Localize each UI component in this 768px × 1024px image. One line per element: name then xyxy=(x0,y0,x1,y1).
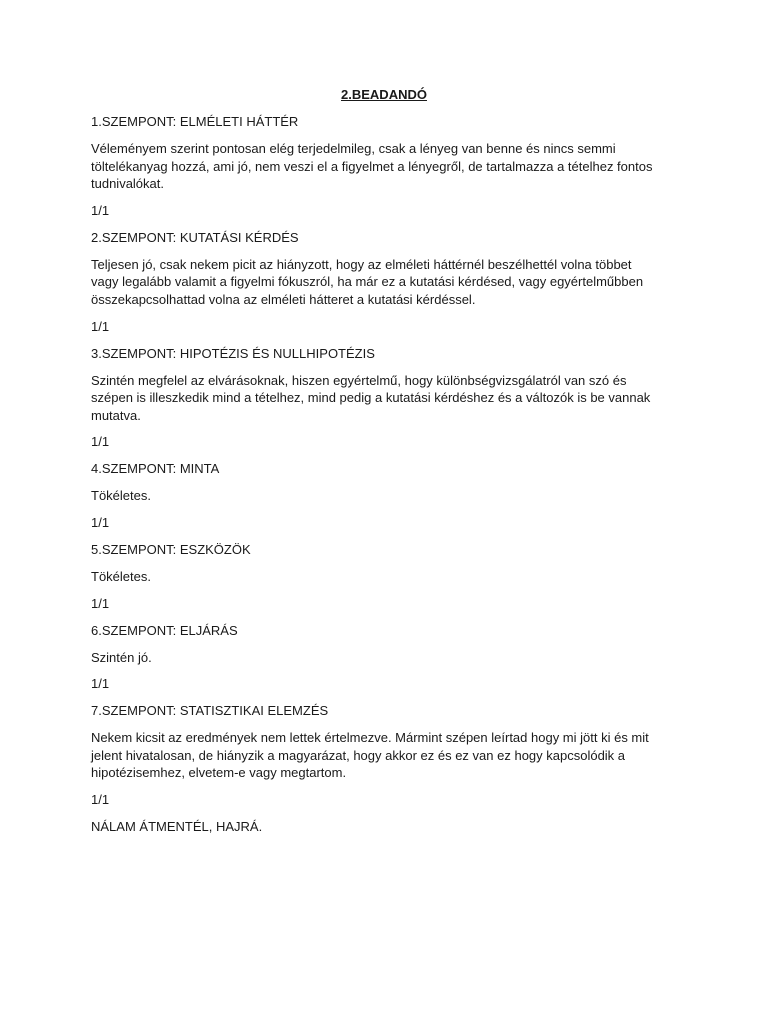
section-text: Véleményem szerint pontosan elég terjedelmileg, csak a lényeg van benne és nincs semmi töltelékanyag hozzá, ami jó, nem veszi el a figyelmet a lényegről, de tartalmazza a tételhez fontos tudnivalókat. xyxy=(91,141,653,192)
section-score: 1/1 xyxy=(91,202,110,218)
section-2 xyxy=(91,229,657,336)
section-3 xyxy=(91,345,657,452)
section-score: 1/1 xyxy=(91,791,110,807)
section-score: 1/1 xyxy=(91,676,110,692)
section-text: Tökéletes. xyxy=(91,568,151,584)
section-heading: 6.SZEMPONT: ELJÁRÁS xyxy=(91,622,238,638)
section-heading: 4.SZEMPONT: MINTA xyxy=(91,461,220,477)
section-1 xyxy=(91,113,657,220)
section-text: Teljesen jó, csak nekem picit az hiányzott, hogy az elméleti háttérnél beszélhettél volna többet vagy legalább valamit a figyelmi fókuszról, ha már ez a kutatási kérdésed, vagy egyértelműbben összekapcsolhattad volna az elméleti hátteret a kutatási kérdéssel. xyxy=(91,256,644,307)
section-text: Tökéletes. xyxy=(91,488,151,504)
section-text: Szintén megfelel az elvárásoknak, hiszen egyértelmű, hogy különbségvizsgálatról van szó és szépen is illeszkedik mind a tételhez, mind pedig a kutatási kérdéshez és a változók is be vannak mutatva. xyxy=(91,372,651,423)
section-score: 1/1 xyxy=(91,514,110,530)
section-heading: 7.SZEMPONT: STATISZTIKAI ELEMZÉS xyxy=(91,703,329,719)
section-7 xyxy=(91,702,657,809)
section-heading: 5.SZEMPONT: ESZKÖZÖK xyxy=(91,541,251,557)
document-body xyxy=(91,113,657,836)
section-heading: 2.SZEMPONT: KUTATÁSI KÉRDÉS xyxy=(91,229,299,245)
section-score: 1/1 xyxy=(91,318,110,334)
section-heading: 3.SZEMPONT: HIPOTÉZIS ÉS NULLHIPOTÉZIS xyxy=(91,345,375,361)
section-6 xyxy=(91,622,657,694)
section-text: Nekem kicsit az eredmények nem lettek értelmezve. Mármint szépen leírtad hogy mi jött ki és mit jelent hivatalosan, de hiányzik a magyarázat, hogy akkor ez és ez van ez hogy kapcsolódik a hipotézisemhez, elvetem-e vagy megtartom. xyxy=(91,730,649,781)
section-text: Szintén jó. xyxy=(91,649,152,665)
section-4 xyxy=(91,460,657,532)
section-5 xyxy=(91,541,657,613)
section-heading: 1.SZEMPONT: ELMÉLETI HÁTTÉR xyxy=(91,114,299,129)
section-score: 1/1 xyxy=(91,595,110,611)
closing-line: NÁLAM ÁTMENTÉL, HAJRÁ. xyxy=(91,818,263,834)
section-score: 1/1 xyxy=(91,434,110,450)
document-title: 2.BEADANDÓ xyxy=(341,87,427,102)
